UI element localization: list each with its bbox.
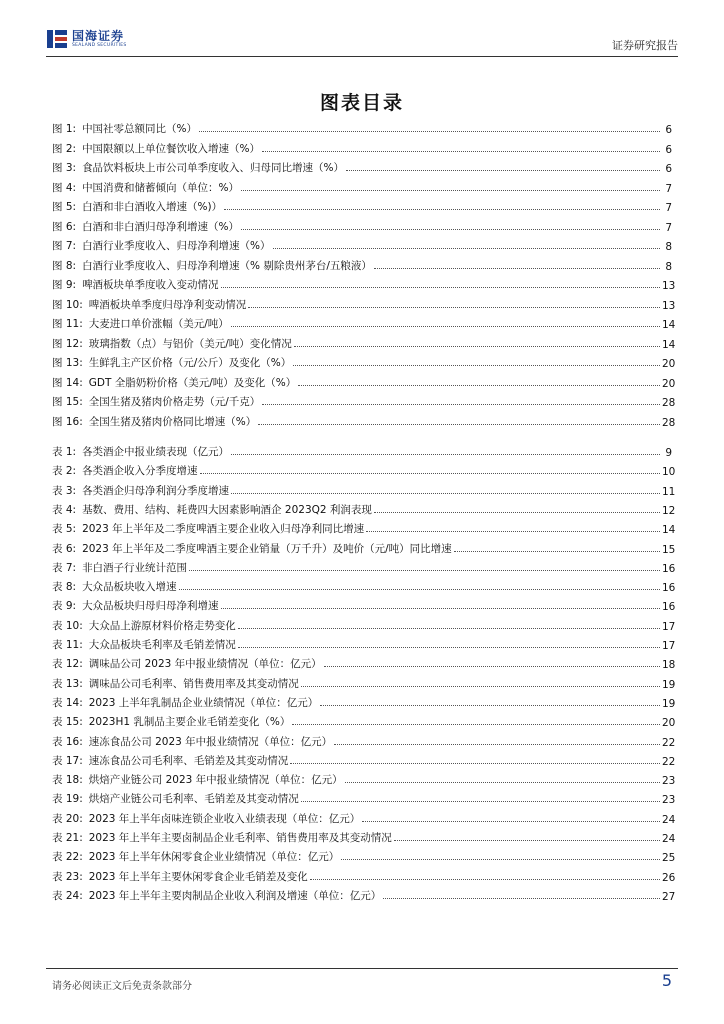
toc-entry[interactable] [52,391,676,409]
toc-entry-title: 全国生猪及猪肉价格同比增速（%） [88,415,257,428]
toc-entry-title: 白酒行业季度收入、归母净利增速（% 剔除贵州茅台/五粮液） [82,259,372,272]
toc-leader-dots [189,570,660,571]
toc-entry-title: 调味品公司 2023 年中报业绩情况（单位：亿元） [88,658,322,671]
toc-entry[interactable] [52,557,676,575]
toc-entry-title: 啤酒板块单季度收入变动情况 [82,279,219,291]
toc-entry[interactable] [52,411,676,429]
toc-entry-number: 表 5: [52,523,77,536]
page-number: 5 [661,971,672,990]
toc-entry-page: 7 [665,202,672,214]
toc-entry-number: 表 21: [52,832,83,844]
toc-entry-page: 28 [662,397,676,409]
toc-entry-page: 8 [665,260,672,273]
toc-leader-dots [292,724,660,725]
toc-entry-title: 中国限额以上单位餐饮收入增速（%） [82,142,261,155]
toc-leader-dots [199,131,660,132]
toc-entry-title: 2023 年上半年及二季度啤酒主要企业收入归母净利同比增速 [82,523,365,536]
toc-entry-number: 表 9: [52,600,77,613]
toc-entry-page: 14 [662,319,676,331]
toc-leader-dots [334,744,660,745]
toc-entry-number: 图 11: [52,318,83,330]
toc-entry-title: 白酒和非白酒归母净利增速（%） [82,220,240,233]
footer-disclaimer: 请务必阅读正文后免责条款部分 [52,981,192,992]
toc-entry[interactable] [52,885,676,903]
toc-entry-page: 6 [665,163,672,175]
toc-leader-dots [241,190,660,191]
toc-entry[interactable] [52,294,676,312]
toc-leader-dots [238,647,660,648]
toc-entry-page: 6 [665,143,672,156]
toc-entry-number: 图 12: [52,337,83,350]
toc-entry-page: 19 [662,697,676,710]
toc-entry-number: 图 14: [52,376,83,389]
toc-leader-dots [320,705,660,706]
toc-entry-title: 全国生猪及猪肉价格走势（元/千克） [88,396,261,408]
toc-leader-dots [345,782,660,783]
toc-entry[interactable] [52,731,676,749]
toc-entry-number: 图 3: [52,162,77,174]
toc-entry-number: 图 15: [52,396,83,408]
toc-entry-page: 16 [662,562,676,575]
toc-leader-dots [383,898,660,899]
toc-entry-page: 10 [662,466,676,479]
toc-entry-page: 13 [662,280,676,292]
toc-entry-title: 2023 年上半年休闲零食企业业绩情况（单位：亿元） [88,851,340,864]
toc-entry-title: 大众品上游原材料价格走势变化 [88,619,236,632]
page-title: 图表目录 [319,92,404,114]
toc-entry-number: 表 6: [52,542,77,555]
toc-entry-number: 表 20: [52,812,83,825]
toc-leader-dots [374,512,660,513]
toc-entry-number: 表 23: [52,870,83,883]
toc-entry-page: 14 [662,524,676,537]
toc-leader-dots [298,385,660,386]
toc-entry-page: 7 [665,221,672,234]
toc-entry[interactable] [52,750,676,768]
toc-entry-title: 食品饮料板块上市公司单季度收入、归母同比增速（%） [82,162,345,174]
toc-entry-title: 中国消费和储蓄倾向（单位：%） [82,181,240,194]
toc-entry-page: 6 [665,124,672,136]
toc-leader-dots [290,763,660,764]
toc-entry[interactable] [52,196,672,214]
toc-leader-dots [224,209,660,210]
toc-entry-number: 图 16: [52,415,83,428]
toc-entry-number: 表 22: [52,851,83,864]
toc-leader-dots [301,686,660,687]
toc-entry-page: 12 [662,504,676,517]
toc-entry-title: 2023H1 乳制品主要企业毛销差变化（%） [88,716,291,729]
toc-entry-number: 表 13: [52,677,83,690]
toc-entry-number: 表 8: [52,581,77,594]
toc-entry-page: 20 [662,717,676,730]
toc-entry[interactable] [52,866,676,884]
toc-entry-page: 20 [662,377,676,390]
toc-leader-dots [294,346,660,347]
page-header [46,28,678,58]
toc-entry-number: 表 18: [52,774,83,787]
toc-entry[interactable] [52,333,676,351]
toc-entry-number: 图 9: [52,279,77,291]
toc-entry-number: 图 7: [52,240,77,252]
toc-entry[interactable] [52,846,676,865]
toc-entry-title: 2023 年上半年主要肉制品企业收入利润及增速（单位：亿元） [88,889,382,902]
toc-entry[interactable] [52,138,672,156]
toc-entry-title: 2023 上半年乳制品企业业绩情况（单位：亿元） [88,696,319,709]
toc-entry[interactable] [52,634,676,652]
footer-divider [46,968,678,969]
toc-entry[interactable] [52,538,676,556]
toc-leader-dots [346,170,660,171]
toc-entry-title: 烘焙产业链公司 2023 年中报业绩情况（单位：亿元） [88,774,343,787]
toc-entry[interactable] [52,274,676,292]
toc-entry-page: 22 [662,755,676,768]
toc-entry-title: 白酒和非白酒收入增速（%)） [82,201,223,213]
toc-entry-page: 24 [662,833,676,845]
toc-entry-title: 大麦进口单价涨幅（美元/吨） [88,318,229,330]
toc-entry-title: GDT 全脂奶粉价格（美元/吨）及变化（%） [88,376,297,389]
toc-entry-number: 表 2: [52,465,77,478]
toc-entry-number: 图 10: [52,298,83,311]
toc-leader-dots [262,151,660,152]
toc-leader-dots [293,365,660,366]
toc-entry-number: 图 13: [52,357,83,369]
toc-entry[interactable] [52,673,676,691]
toc-entry-title: 各类酒企中报业绩表现（亿元） [82,446,230,458]
toc-entry-page: 18 [662,659,676,672]
toc-entry-title: 速冻食品公司毛利率、毛销差及其变动情况 [88,754,289,767]
toc-leader-dots [324,666,660,667]
toc-entry[interactable] [52,118,672,136]
toc-entry-page: 16 [662,582,676,595]
toc-entry-number: 表 14: [52,696,83,709]
toc-leader-dots [341,859,660,860]
toc-entry-number: 表 11: [52,639,83,651]
toc-entry-page: 22 [662,736,676,749]
toc-entry-title: 2023 年上半年及二季度啤酒主要企业销量（万千升）及吨价（元/吨）同比增速 [82,542,452,555]
toc-leader-dots [248,307,660,308]
brand-name-en: SEALAND SECURITIES [72,42,127,48]
toc-entry-number: 表 15: [52,716,83,729]
report-type-label: 证券研究报告 [612,39,678,52]
header-divider [46,56,678,57]
toc-entry[interactable] [52,808,676,826]
toc-entry-page: 24 [662,813,676,826]
toc-entry[interactable] [52,216,672,234]
toc-leader-dots [238,628,660,629]
toc-entry-page: 8 [665,241,672,253]
toc-entry-number: 表 12: [52,658,83,671]
toc-entry[interactable] [52,576,676,595]
toc-entry-title: 生鲜乳主产区价格（元/公斤）及变化（%） [88,357,292,369]
toc-entry-page: 23 [662,794,676,807]
toc-entry-number: 表 4: [52,503,77,516]
toc-entry[interactable] [52,653,676,672]
toc-entry[interactable] [52,788,676,807]
toc-entry[interactable] [52,255,672,273]
toc-entry[interactable] [52,518,676,537]
toc-leader-dots [394,840,660,841]
toc-entry-title: 非白酒子行业统计范围 [82,561,188,574]
toc-entry-number: 表 16: [52,735,83,748]
toc-entry-title: 2023 年上半年卤味连锁企业收入业绩表现（单位：亿元） [88,812,361,825]
toc-entry-title: 调味品公司毛利率、销售费用率及其变动情况 [88,677,299,690]
toc-entry-page: 19 [662,678,676,691]
toc-entry-number: 表 19: [52,793,83,806]
toc-entry-page: 15 [662,543,676,556]
toc-entry-number: 表 24: [52,889,83,902]
toc-entry-number: 图 4: [52,181,77,194]
toc-entry[interactable] [52,441,672,459]
toc-entry[interactable] [52,352,676,370]
toc-entry-title: 玻璃指数（点）与铝价（美元/吨）变化情况 [88,337,292,350]
toc-entry-page: 7 [665,182,672,195]
toc-entry-number: 图 6: [52,220,77,233]
toc-leader-dots [200,473,660,474]
toc-entry[interactable] [52,480,676,498]
toc-entry-page: 13 [662,299,676,312]
toc-entry[interactable] [52,460,676,479]
toc-entry-title: 各类酒企收入分季度增速 [82,465,198,478]
toc-entry-number: 图 2: [52,142,77,155]
toc-entry[interactable] [52,499,676,517]
toc-entry-title: 大众品板块收入增速 [82,581,177,594]
toc-entry-page: 28 [662,416,676,429]
toc-entry-title: 2023 年上半年主要休闲零食企业毛销差及变化 [88,870,308,883]
toc-leader-dots [231,493,660,494]
toc-leader-dots [258,424,660,425]
toc-entry-page: 20 [662,358,676,370]
toc-entry-page: 23 [662,775,676,788]
toc-entry-page: 17 [662,640,676,652]
toc-entry-title: 啤酒板块单季度归母净利变动情况 [88,298,247,311]
toc-entry-page: 26 [662,871,676,884]
toc-entry-title: 大众品板块归母归母净利增速 [82,600,219,613]
toc-leader-dots [179,589,660,590]
toc-entry[interactable] [52,372,676,390]
toc-entry-title: 大众品板块毛利率及毛销差情况 [88,639,236,651]
toc-entry-page: 27 [662,890,676,903]
toc-entry[interactable] [52,157,672,175]
toc-entry[interactable] [52,827,676,845]
toc-entry[interactable] [52,692,676,710]
toc-entry-title: 白酒行业季度收入、归母净利增速（%） [82,240,271,252]
brand-logo [46,28,127,50]
toc-entry-page: 25 [662,852,676,865]
toc-leader-dots [374,268,660,269]
toc-entry-title: 烘焙产业链公司毛利率、毛销差及其变动情况 [88,793,299,806]
toc-entry-page: 17 [662,620,676,633]
toc-entry[interactable] [52,615,676,633]
toc-entry-number: 图 8: [52,259,77,272]
toc-entry-page: 11 [662,485,676,498]
toc-entry-number: 图 5: [52,201,77,213]
toc-entry-title: 中国社零总额同比（%） [82,123,198,135]
toc-entry-number: 图 1: [52,123,77,135]
toc-entry-number: 表 10: [52,619,83,632]
toc-entry-title: 基数、费用、结构、耗费四大因素影响酒企 2023Q2 利润表现 [82,503,372,516]
toc-entry[interactable] [52,769,676,788]
toc-leader-dots [301,801,660,802]
toc-leader-dots [262,404,660,405]
toc-entry-number: 表 3: [52,484,77,497]
toc-leader-dots [310,879,660,880]
toc-leader-dots [454,551,660,552]
toc-leader-dots [366,531,660,532]
toc-entry-page: 9 [665,447,672,459]
toc-leader-dots [273,248,660,249]
toc-leader-dots [221,608,660,609]
toc-entry[interactable] [52,711,676,730]
toc-leader-dots [362,821,660,822]
toc-entry-page: 16 [662,601,676,614]
toc-leader-dots [231,326,660,327]
toc-entry[interactable] [52,313,676,331]
toc-leader-dots [231,454,660,455]
toc-entry[interactable] [52,595,676,614]
sealand-logo-icon [46,28,68,50]
toc-entry-number: 表 17: [52,754,83,767]
toc-entry-title: 速冻食品公司 2023 年中报业绩情况（单位：亿元） [88,735,333,748]
toc-leader-dots [241,229,660,230]
toc-entry-number: 表 1: [52,446,77,458]
toc-entry-page: 14 [662,338,676,351]
toc-entry-title: 2023 年上半年主要卤制品企业毛利率、销售费用率及其变动情况 [88,832,392,844]
toc-leader-dots [221,287,660,288]
toc-entry-title: 各类酒企归母净利润分季度增速 [82,484,230,497]
toc-entry-number: 表 7: [52,561,77,574]
brand-name-cn: 国海证券 [72,28,125,43]
toc-entry[interactable] [52,177,672,195]
toc-entry[interactable] [52,235,672,253]
